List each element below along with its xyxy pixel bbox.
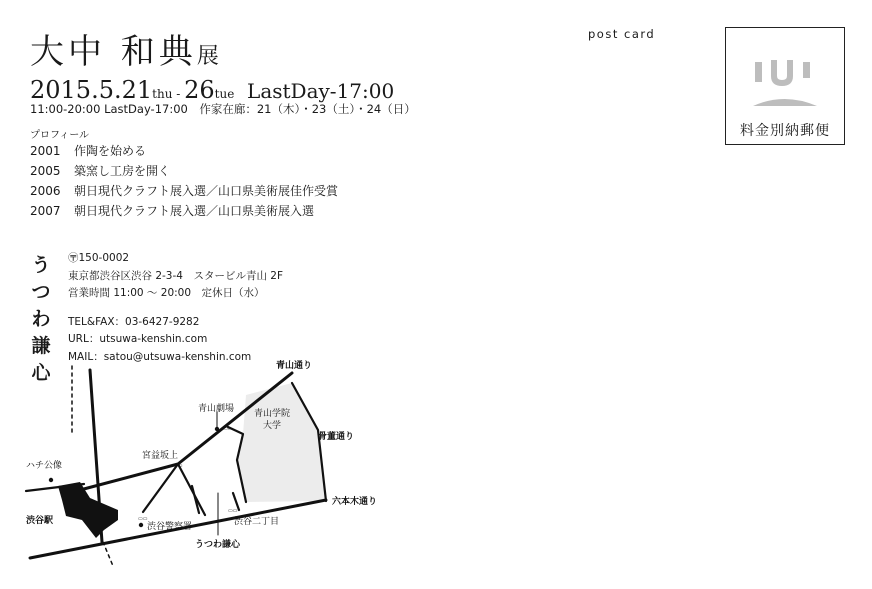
dashed-line (103, 542, 113, 566)
shop-address: 東京都渋谷区渋谷 2-3-4 スタービル青山 2F (68, 269, 284, 282)
end-date: 26 (184, 76, 215, 104)
kotto-dori-label: 骨董通り (318, 432, 355, 442)
artist-name: 大中 和典 (30, 32, 197, 72)
aogaku-campus (237, 383, 326, 502)
signal-mark: ▭▭ (138, 516, 148, 522)
nichome-label: 渋谷二丁目 (234, 517, 280, 527)
theater-dot (215, 427, 219, 431)
list-item (30, 161, 338, 181)
signal-mark: ▭▭ (223, 426, 233, 432)
roppongi-dori-label: 六本木通り (332, 497, 378, 507)
postcard-label: post card (588, 27, 656, 41)
shop-name: うつわ謙心 (31, 254, 51, 384)
shop-tel: TEL&FAX：03-6427-9282 (68, 315, 200, 328)
profile-text: 朝日現代クラフト展入選／山口県美術展佳作受賞 (74, 184, 339, 198)
stamp-text: 料金別納郵便 (740, 123, 830, 139)
start-day: thu (152, 87, 173, 101)
profile-year: 2007 (30, 204, 61, 218)
access-map (0, 355, 420, 580)
shibuya-station-label: 渋谷駅 (26, 516, 54, 526)
shop-info (68, 250, 283, 366)
aoyama-dori-label: 青山通り (276, 361, 313, 371)
last-day-text: LastDay-17:00 (247, 79, 395, 103)
exhibition-hours: 11:00-20:00 LastDay-17:00 作家在廊：21（木）・23（土）・24（日） (30, 102, 416, 116)
profile-year: 2001 (30, 144, 61, 158)
shop-mail: MAIL：satou@utsuwa-kenshin.com (68, 350, 252, 363)
aogaku-label-1: 青山学院 (254, 409, 291, 419)
miyamasu-road (178, 464, 205, 515)
signal-mark: ▭▭ (228, 508, 238, 514)
aogaku-label-2: 大学 (263, 421, 282, 431)
postal-mark-icon (751, 54, 821, 106)
profile-text: 朝日現代クラフト展入選／山口県美術展入選 (74, 204, 315, 218)
profile-list (30, 141, 338, 221)
exhibition-title (30, 24, 219, 73)
station-building (58, 482, 118, 538)
title-suffix: 展 (196, 44, 219, 69)
miyamasuzaka-label: 宮益坂上 (142, 451, 179, 461)
police-dot (139, 523, 143, 527)
exhibition-dates (30, 76, 394, 104)
postage-stamp-box (725, 27, 845, 145)
date-separator: - (172, 87, 185, 101)
profile-year: 2005 (30, 164, 61, 178)
last-day (234, 79, 394, 103)
profile-text: 築窯し工房を開く (74, 164, 171, 178)
list-item (30, 141, 338, 161)
list-item (30, 201, 338, 221)
profile-heading: プロフィール (30, 130, 89, 141)
shop-hours: 営業時間 11:00 〜 20:00 定休日（水） (68, 287, 265, 299)
shop-postal: 〶150-0002 (68, 252, 130, 264)
profile-year: 2006 (30, 184, 61, 198)
hachiko-dot (49, 478, 53, 482)
hachiko-label: ハチ公像 (26, 461, 63, 471)
shop-url: URL：utsuwa-kenshin.com (68, 333, 208, 345)
shop-map-label: うつわ謙心 (195, 540, 241, 550)
police-label: 渋谷警察署 (147, 522, 193, 532)
profile-text: 作陶を始める (74, 144, 147, 158)
start-date: 2015.5.21 (30, 76, 153, 104)
list-item (30, 181, 338, 201)
signal-mark: ▭▭ (173, 463, 183, 469)
end-day: tue (214, 87, 235, 101)
aoyama-theater-label: 青山劇場 (198, 404, 235, 414)
